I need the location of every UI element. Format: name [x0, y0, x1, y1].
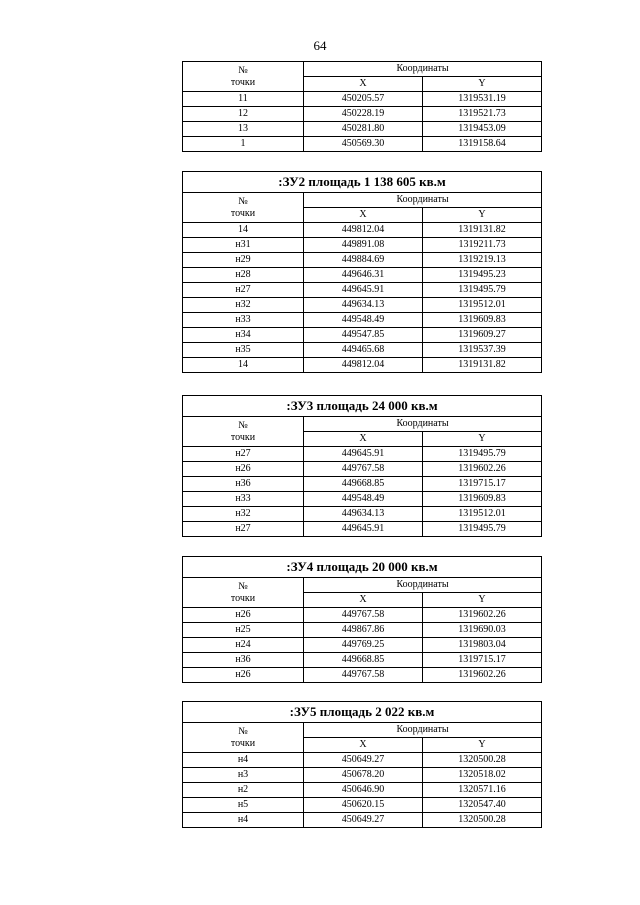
table-row	[183, 313, 542, 328]
y-cell: 1319158.64	[423, 137, 542, 152]
y-cell: 1319715.17	[423, 653, 542, 668]
point-number-label: точки	[230, 207, 256, 219]
table-row	[183, 447, 542, 462]
x-header: X	[304, 77, 423, 92]
y-cell: 1320547.40	[423, 798, 542, 813]
y-cell: 1319602.26	[423, 608, 542, 623]
point-cell: 14	[183, 223, 304, 238]
x-cell: 449867.86	[304, 623, 423, 638]
point-cell: н33	[183, 492, 304, 507]
table-title-row	[183, 396, 542, 417]
x-cell: 449668.85	[304, 653, 423, 668]
x-cell: 449668.85	[304, 477, 423, 492]
x-header: X	[304, 738, 423, 753]
x-cell: 449645.91	[304, 283, 423, 298]
y-cell: 1319495.79	[423, 447, 542, 462]
x-cell: 450678.20	[304, 768, 423, 783]
coordinates-table	[182, 701, 542, 828]
coordinates-header: Координаты	[304, 62, 542, 77]
point-cell: н35	[183, 343, 304, 358]
point-number-header	[183, 723, 304, 753]
x-cell: 449547.85	[304, 328, 423, 343]
x-cell: 449812.04	[304, 358, 423, 373]
table-title: :ЗУ3 площадь 24 000 кв.м	[183, 396, 542, 417]
table-row	[183, 753, 542, 768]
point-cell: н4	[183, 753, 304, 768]
point-cell: 13	[183, 122, 304, 137]
point-number-header	[183, 578, 304, 608]
y-cell: 1319453.09	[423, 122, 542, 137]
table-row	[183, 768, 542, 783]
point-cell: н27	[183, 522, 304, 537]
x-cell: 449634.13	[304, 298, 423, 313]
y-cell: 1319219.13	[423, 253, 542, 268]
x-cell: 450205.57	[304, 92, 423, 107]
point-cell: н5	[183, 798, 304, 813]
point-cell: н3	[183, 768, 304, 783]
coordinates-header: Координаты	[304, 417, 542, 432]
x-cell: 450569.30	[304, 137, 423, 152]
y-cell: 1319211.73	[423, 238, 542, 253]
y-cell: 1319537.39	[423, 343, 542, 358]
y-cell: 1319602.26	[423, 668, 542, 683]
point-number-symbol: №	[238, 64, 248, 76]
table-row	[183, 122, 542, 137]
table-title-row	[183, 557, 542, 578]
x-cell: 450646.90	[304, 783, 423, 798]
table-row	[183, 137, 542, 152]
point-number-header	[183, 62, 304, 92]
point-number-symbol: №	[238, 725, 248, 737]
coord-table-zu2	[182, 171, 541, 373]
y-cell: 1319495.23	[423, 268, 542, 283]
y-cell: 1319609.83	[423, 492, 542, 507]
table-row	[183, 653, 542, 668]
point-number-symbol: №	[238, 580, 248, 592]
coord-table-zu4	[182, 556, 541, 683]
y-header: Y	[423, 593, 542, 608]
table-row	[183, 623, 542, 638]
point-cell: 12	[183, 107, 304, 122]
header-row	[183, 62, 542, 77]
x-cell: 450228.19	[304, 107, 423, 122]
point-cell: 1	[183, 137, 304, 152]
y-cell: 1319521.73	[423, 107, 542, 122]
y-header: Y	[423, 738, 542, 753]
table-row	[183, 783, 542, 798]
table-row	[183, 638, 542, 653]
coord-table-1	[182, 61, 541, 152]
coordinates-header: Координаты	[304, 723, 542, 738]
point-cell: н4	[183, 813, 304, 828]
coordinates-table	[182, 61, 542, 152]
y-cell: 1320500.28	[423, 813, 542, 828]
point-cell: н25	[183, 623, 304, 638]
table-title: :ЗУ5 площадь 2 022 кв.м	[183, 702, 542, 723]
table-row	[183, 92, 542, 107]
x-cell: 449646.31	[304, 268, 423, 283]
table-row	[183, 283, 542, 298]
point-cell: н26	[183, 608, 304, 623]
header-row	[183, 723, 542, 738]
point-cell: н32	[183, 298, 304, 313]
point-number-symbol: №	[238, 195, 248, 207]
table-row	[183, 358, 542, 373]
table-row	[183, 268, 542, 283]
table-row	[183, 668, 542, 683]
x-cell: 449465.68	[304, 343, 423, 358]
point-cell: н33	[183, 313, 304, 328]
x-header: X	[304, 432, 423, 447]
x-header: X	[304, 208, 423, 223]
point-cell: 11	[183, 92, 304, 107]
coordinates-header: Координаты	[304, 193, 542, 208]
y-header: Y	[423, 77, 542, 92]
y-cell: 1319609.83	[423, 313, 542, 328]
x-cell: 450281.80	[304, 122, 423, 137]
point-number-label: точки	[230, 76, 256, 88]
table-row	[183, 328, 542, 343]
page-number: 64	[313, 38, 327, 53]
table-row	[183, 522, 542, 537]
table-row	[183, 813, 542, 828]
y-cell: 1319531.19	[423, 92, 542, 107]
x-cell: 449634.13	[304, 507, 423, 522]
point-cell: н32	[183, 507, 304, 522]
coordinates-table	[182, 395, 542, 537]
point-number-header	[183, 417, 304, 447]
point-number-label: точки	[230, 737, 256, 749]
point-cell: 14	[183, 358, 304, 373]
x-cell: 449645.91	[304, 522, 423, 537]
table-row	[183, 608, 542, 623]
x-cell: 450649.27	[304, 813, 423, 828]
y-cell: 1320571.16	[423, 783, 542, 798]
header-row	[183, 193, 542, 208]
y-cell: 1319803.04	[423, 638, 542, 653]
table-row	[183, 343, 542, 358]
table-row	[183, 223, 542, 238]
header-row	[183, 417, 542, 432]
x-header: X	[304, 593, 423, 608]
point-cell: н29	[183, 253, 304, 268]
point-cell: н36	[183, 477, 304, 492]
coordinates-table	[182, 556, 542, 683]
x-cell: 450649.27	[304, 753, 423, 768]
x-cell: 449767.58	[304, 668, 423, 683]
point-cell: н34	[183, 328, 304, 343]
coordinates-table	[182, 171, 542, 373]
y-cell: 1319131.82	[423, 358, 542, 373]
y-header: Y	[423, 432, 542, 447]
table-row	[183, 462, 542, 477]
point-cell: н24	[183, 638, 304, 653]
point-number-label: точки	[230, 431, 256, 443]
x-cell: 449891.08	[304, 238, 423, 253]
header-row	[183, 578, 542, 593]
y-cell: 1320518.02	[423, 768, 542, 783]
point-cell: н26	[183, 462, 304, 477]
point-cell: н31	[183, 238, 304, 253]
table-row	[183, 253, 542, 268]
x-cell: 449769.25	[304, 638, 423, 653]
point-number-header	[183, 193, 304, 223]
y-cell: 1319512.01	[423, 298, 542, 313]
table-row	[183, 298, 542, 313]
coord-table-zu5	[182, 701, 541, 828]
y-header: Y	[423, 208, 542, 223]
x-cell: 449645.91	[304, 447, 423, 462]
table-title: :ЗУ4 площадь 20 000 кв.м	[183, 557, 542, 578]
table-row	[183, 477, 542, 492]
coordinates-header: Координаты	[304, 578, 542, 593]
y-cell: 1319690.03	[423, 623, 542, 638]
point-cell: н28	[183, 268, 304, 283]
table-row	[183, 507, 542, 522]
y-cell: 1319131.82	[423, 223, 542, 238]
table-title-row	[183, 172, 542, 193]
table-row	[183, 798, 542, 813]
y-cell: 1319609.27	[423, 328, 542, 343]
point-number-symbol: №	[238, 419, 248, 431]
point-cell: н27	[183, 283, 304, 298]
point-cell: н36	[183, 653, 304, 668]
x-cell: 449767.58	[304, 462, 423, 477]
x-cell: 449767.58	[304, 608, 423, 623]
y-cell: 1320500.28	[423, 753, 542, 768]
point-cell: н27	[183, 447, 304, 462]
table-row	[183, 107, 542, 122]
table-title: :ЗУ2 площадь 1 138 605 кв.м	[183, 172, 542, 193]
x-cell: 449548.49	[304, 313, 423, 328]
point-cell: н2	[183, 783, 304, 798]
table-row	[183, 492, 542, 507]
point-number-label: точки	[230, 592, 256, 604]
coord-table-zu3	[182, 395, 541, 537]
table-row	[183, 238, 542, 253]
x-cell: 449884.69	[304, 253, 423, 268]
point-cell: н26	[183, 668, 304, 683]
y-cell: 1319495.79	[423, 522, 542, 537]
y-cell: 1319512.01	[423, 507, 542, 522]
x-cell: 449812.04	[304, 223, 423, 238]
x-cell: 450620.15	[304, 798, 423, 813]
x-cell: 449548.49	[304, 492, 423, 507]
y-cell: 1319495.79	[423, 283, 542, 298]
table-title-row	[183, 702, 542, 723]
y-cell: 1319715.17	[423, 477, 542, 492]
y-cell: 1319602.26	[423, 462, 542, 477]
